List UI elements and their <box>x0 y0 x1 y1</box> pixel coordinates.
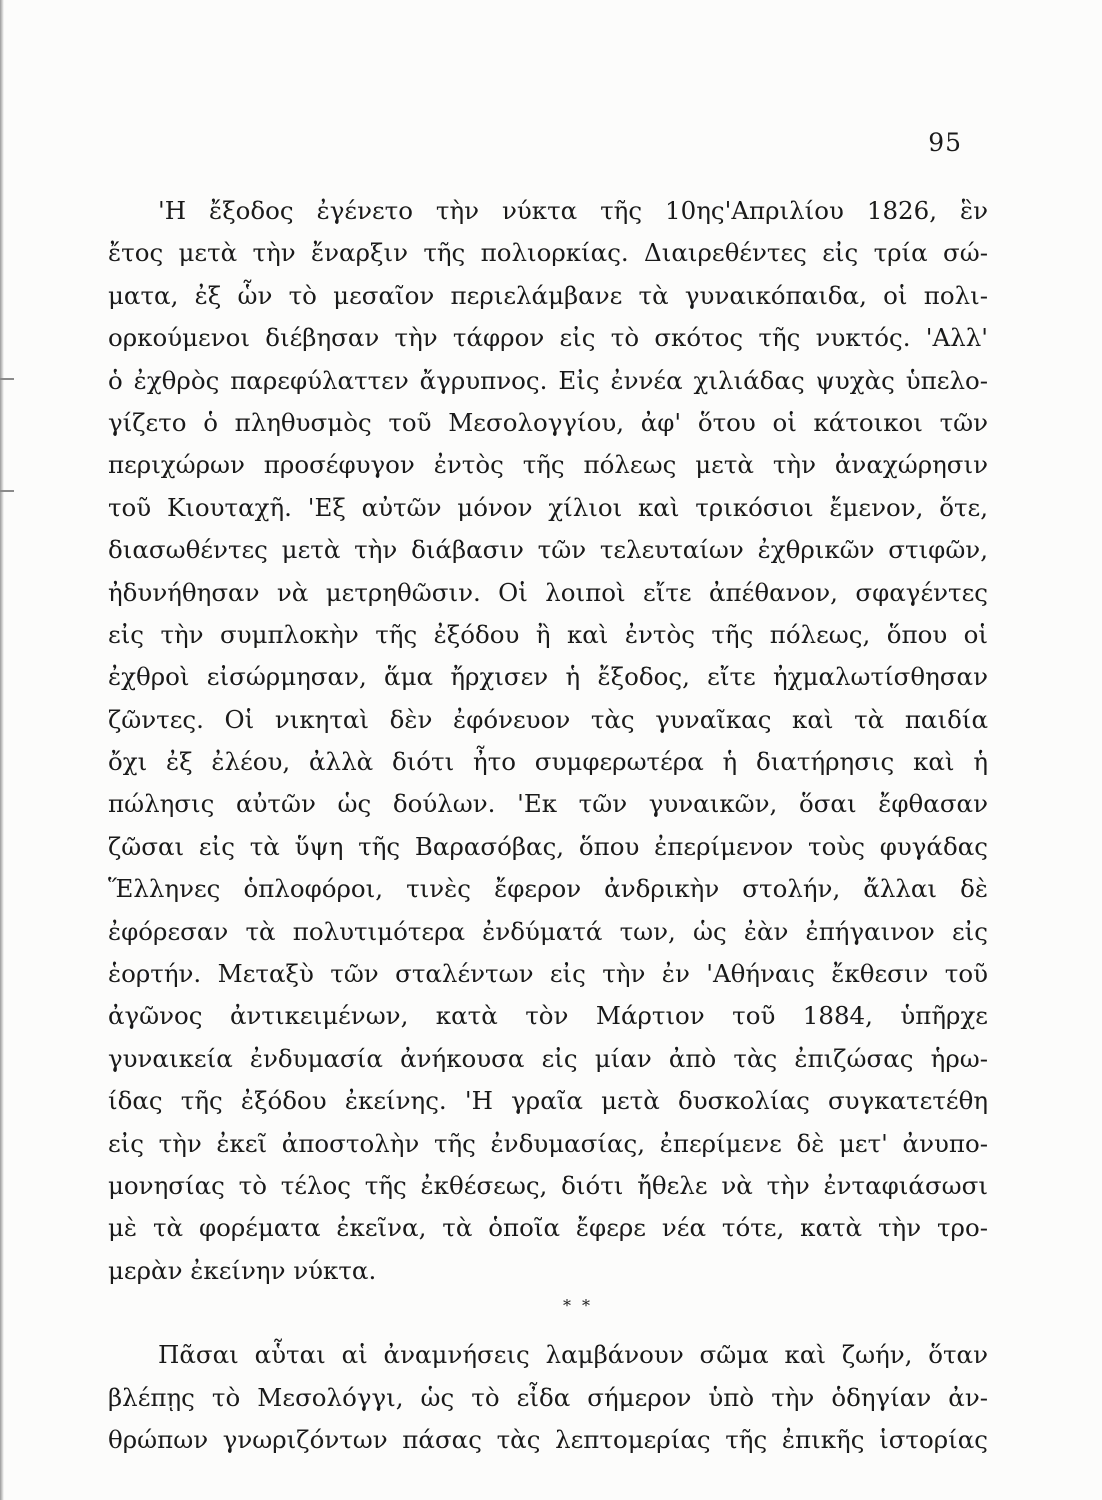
text-line: γίζετο ὁ πληθυσμὸς τοῦ Μεσολογγίου, ἀφ' ὅτου οἱ κάτοικοι τῶν <box>108 407 988 437</box>
text-line: πώλησις αὐτῶν ὡς δούλων. 'Εκ τῶν γυναικῶν, ὅσαι ἔφθασαν <box>108 789 988 819</box>
text-line: τοῦ Κιουταχῆ. 'Εξ αὐτῶν μόνον χίλιοι καὶ τρικόσιοι ἔμενον, ὅτε, <box>108 492 988 522</box>
text-line: μερὰν ἐκείνην νύκτα. <box>108 1255 377 1285</box>
text-line: ὄχι ἐξ ἐλέου, ἀλλὰ διότι ἦτο συμφερωτέρα ἡ διατήρησις καὶ ἡ <box>108 747 988 777</box>
text-line: θρώπων γνωριζόντων πάσας τὰς λεπτομερίας τῆς ἐπικῆς ἱστορίας <box>108 1424 988 1454</box>
separator-asterisks: * * <box>562 1296 594 1316</box>
text-line: ζῶσαι εἰς τὰ ὕψη τῆς Βαρασόβας, ὅπου ἐπερίμενον τοὺς φυγάδας <box>108 831 988 861</box>
text-line: ἠδυνήθησαν νὰ μετρηθῶσιν. Οἱ λοιποὶ εἴτε ἀπέθανον, σφαγέντες <box>108 577 988 607</box>
text-line: ἐχθροὶ εἰσώρμησαν, ἅμα ἤρχισεν ἡ ἔξοδος, εἴτε ἠχμαλωτίσθησαν <box>108 662 988 692</box>
text-line: ἀγῶνος ἀντικειμένων, κατὰ τὸν Μάρτιον τοῦ 1884, ὑπῆρχε <box>108 1001 988 1031</box>
text-line: ίδας τῆς ἐξόδου ἐκείνης. 'Η γραῖα μετὰ δυσκολίας συγκατετέθη <box>108 1086 988 1116</box>
text-line: ζῶντες. Οἱ νικηταὶ δὲν ἐφόνευον τὰς γυναῖκας καὶ τὰ παιδία <box>108 704 988 734</box>
text-line: διασωθέντες μετὰ τὴν διάβασιν τῶν τελευταίων ἐχθρικῶν στιφῶν, <box>108 535 988 565</box>
text-line: Πᾶσαι αὗται αἱ ἀναμνήσεις λαμβάνουν σῶμα καὶ ζωήν, ὅταν <box>158 1340 988 1370</box>
page-number: 95 <box>928 128 962 157</box>
text-line: ἐφόρεσαν τὰ πολυτιμότερα ἐνδύματά των, ὡς ἐὰν ἐπήγαινον εἰς <box>108 916 988 946</box>
body-text <box>108 190 988 1461</box>
text-line: Ἕλληνες ὁπλοφόροι, τινὲς ἔφερον ἀνδρικὴν στολήν, ἄλλαι δὲ <box>108 874 988 904</box>
paragraph-1 <box>108 190 988 1292</box>
text-line: εἰς τὴν ἐκεῖ ἀποστολὴν τῆς ἐνδυμασίας, ἐπερίμενε δὲ μετ' ἀνυπο- <box>108 1128 988 1158</box>
section-separator <box>108 1292 988 1334</box>
margin-mark <box>0 490 14 492</box>
text-line: μονησίας τὸ τέλος τῆς ἐκθέσεως, διότι ἤθελε νὰ τὴν ἐνταφιάσωσι <box>108 1170 988 1200</box>
margin-mark <box>0 378 14 380</box>
text-line: μὲ τὰ φορέματα ἐκεῖνα, τὰ ὁποῖα ἔφερε νέα τότε, κατὰ τὴν τρο- <box>108 1213 988 1243</box>
text-line: γυναικεία ἐνδυμασία ἀνήκουσα εἰς μίαν ἀπὸ τὰς ἐπιζώσας ἡρω- <box>108 1043 988 1073</box>
text-line: ορκούμενοι διέβησαν τὴν τάφρον εἰς τὸ σκότος τῆς νυκτός. 'Αλλ' <box>108 323 988 353</box>
text-line: ἔτος μετὰ τὴν ἔναρξιν τῆς πολιορκίας. Διαιρεθέντες εἰς τρία σώ- <box>108 238 988 268</box>
page-edge <box>0 0 4 1500</box>
text-line: ὁ ἐχθρὸς παρεφύλαττεν ἄγρυπνος. Εἰς ἐννέα χιλιάδας ψυχὰς ὑπελο- <box>108 365 988 395</box>
text-line: περιχώρων προσέφυγον ἐντὸς τῆς πόλεως μετὰ τὴν ἀναχώρησιν <box>108 450 988 480</box>
text-line: εἰς τὴν συμπλοκὴν τῆς ἐξόδου ἢ καὶ ἐντὸς τῆς πόλεως, ὅπου οἱ <box>108 619 988 649</box>
text-line: βλέπῃς τὸ Μεσολόγγι, ὡς τὸ εἶδα σήμερον ὑπὸ τὴν ὁδηγίαν ἀν- <box>108 1382 988 1412</box>
text-line: ἑορτήν. Μεταξὺ τῶν σταλέντων εἰς τὴν ἐν 'Αθήναις ἔκθεσιν τοῦ <box>108 959 988 989</box>
text-line: ματα, ἐξ ὧν τὸ μεσαῖον περιελάμβανε τὰ γυναικόπαιδα, οἱ πολι- <box>108 280 988 310</box>
paragraph-2 <box>108 1334 988 1461</box>
text-line: 'Η ἔξοδος ἐγένετο τὴν νύκτα τῆς 10ης'Απριλίου 1826, ἓν <box>158 196 988 225</box>
